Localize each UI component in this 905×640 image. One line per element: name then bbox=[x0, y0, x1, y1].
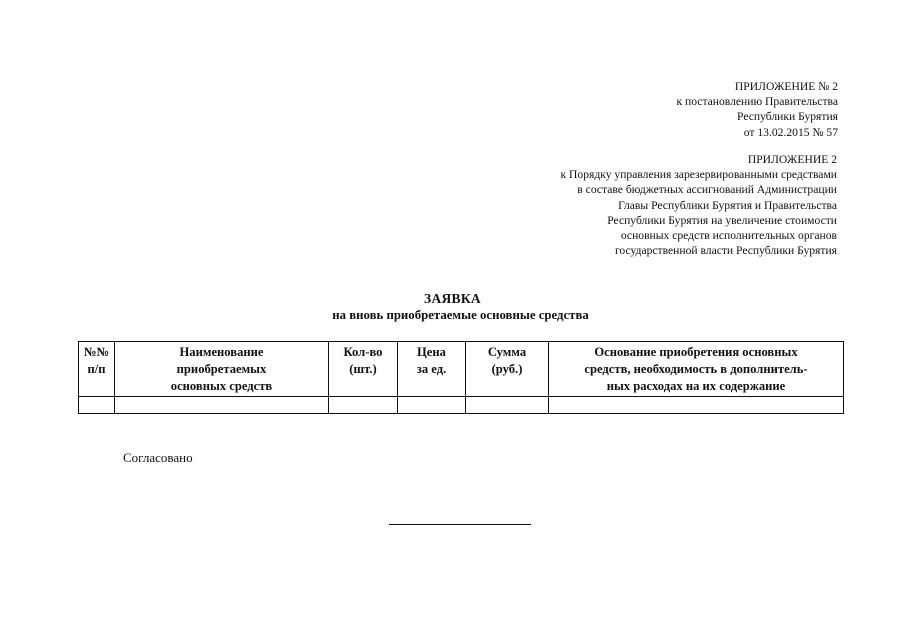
column-header-name bbox=[115, 342, 329, 397]
column-header-price bbox=[398, 342, 466, 397]
table-cell bbox=[79, 397, 115, 414]
header-line: п/п bbox=[87, 362, 106, 376]
header-line: основных средств bbox=[170, 379, 273, 393]
appendix-2-line: к Порядку управления зарезервированными средствами bbox=[560, 168, 837, 182]
header-line: Цена bbox=[417, 345, 446, 359]
signature-line bbox=[389, 524, 531, 525]
appendix-2-line: ПРИЛОЖЕНИЕ 2 bbox=[747, 153, 837, 166]
header-line: за ед. bbox=[416, 362, 447, 376]
column-header-number bbox=[79, 342, 115, 397]
table-header-row bbox=[79, 342, 844, 397]
table-row bbox=[79, 397, 844, 414]
column-header-justification bbox=[549, 342, 844, 397]
request-table bbox=[78, 341, 844, 414]
header-line: (руб.) bbox=[491, 362, 523, 376]
document-subtitle: на вновь приобретаемые основные средства bbox=[332, 308, 589, 322]
appendix-1-line: от 13.02.2015 № 57 bbox=[743, 125, 838, 139]
appendix-2-line: Республики Бурятия на увеличение стоимости bbox=[607, 213, 837, 227]
appendix-1-line: ПРИЛОЖЕНИЕ № 2 bbox=[734, 80, 838, 93]
table-cell bbox=[398, 397, 466, 414]
agreed-label: Согласовано bbox=[123, 450, 193, 465]
table-cell bbox=[329, 397, 398, 414]
header-line: Кол-во bbox=[343, 345, 383, 359]
header-line: средств, необходимость в дополнитель- bbox=[584, 362, 808, 376]
table-cell bbox=[115, 397, 329, 414]
header-line: ных расходах на их содержание bbox=[606, 379, 786, 393]
appendix-2-line: государственной власти Республики Бурятия bbox=[614, 244, 837, 258]
appendix-1-header bbox=[676, 79, 838, 140]
header-line: Наименование bbox=[179, 345, 264, 359]
document-title-block bbox=[0, 290, 905, 323]
appendix-2-line: Главы Республики Бурятия и Правительства bbox=[618, 198, 837, 212]
column-header-sum bbox=[466, 342, 549, 397]
header-line: приобретаемых bbox=[176, 362, 267, 376]
table-cell bbox=[549, 397, 844, 414]
appendix-1-line: к постановлению Правительства bbox=[676, 95, 838, 109]
column-header-quantity bbox=[329, 342, 398, 397]
appendix-2-line: основных средств исполнительных органов bbox=[620, 229, 837, 243]
header-line: Основание приобретения основных bbox=[594, 345, 798, 359]
table-cell bbox=[466, 397, 549, 414]
header-line: №№ bbox=[83, 345, 110, 359]
document-title: ЗАЯВКА bbox=[424, 291, 481, 306]
header-line: (шт.) bbox=[349, 362, 377, 376]
appendix-1-line: Республики Бурятия bbox=[737, 110, 838, 124]
appendix-2-header bbox=[561, 152, 838, 258]
appendix-2-line: в составе бюджетных ассигнований Администрации bbox=[577, 183, 837, 197]
header-line: Сумма bbox=[487, 345, 527, 359]
